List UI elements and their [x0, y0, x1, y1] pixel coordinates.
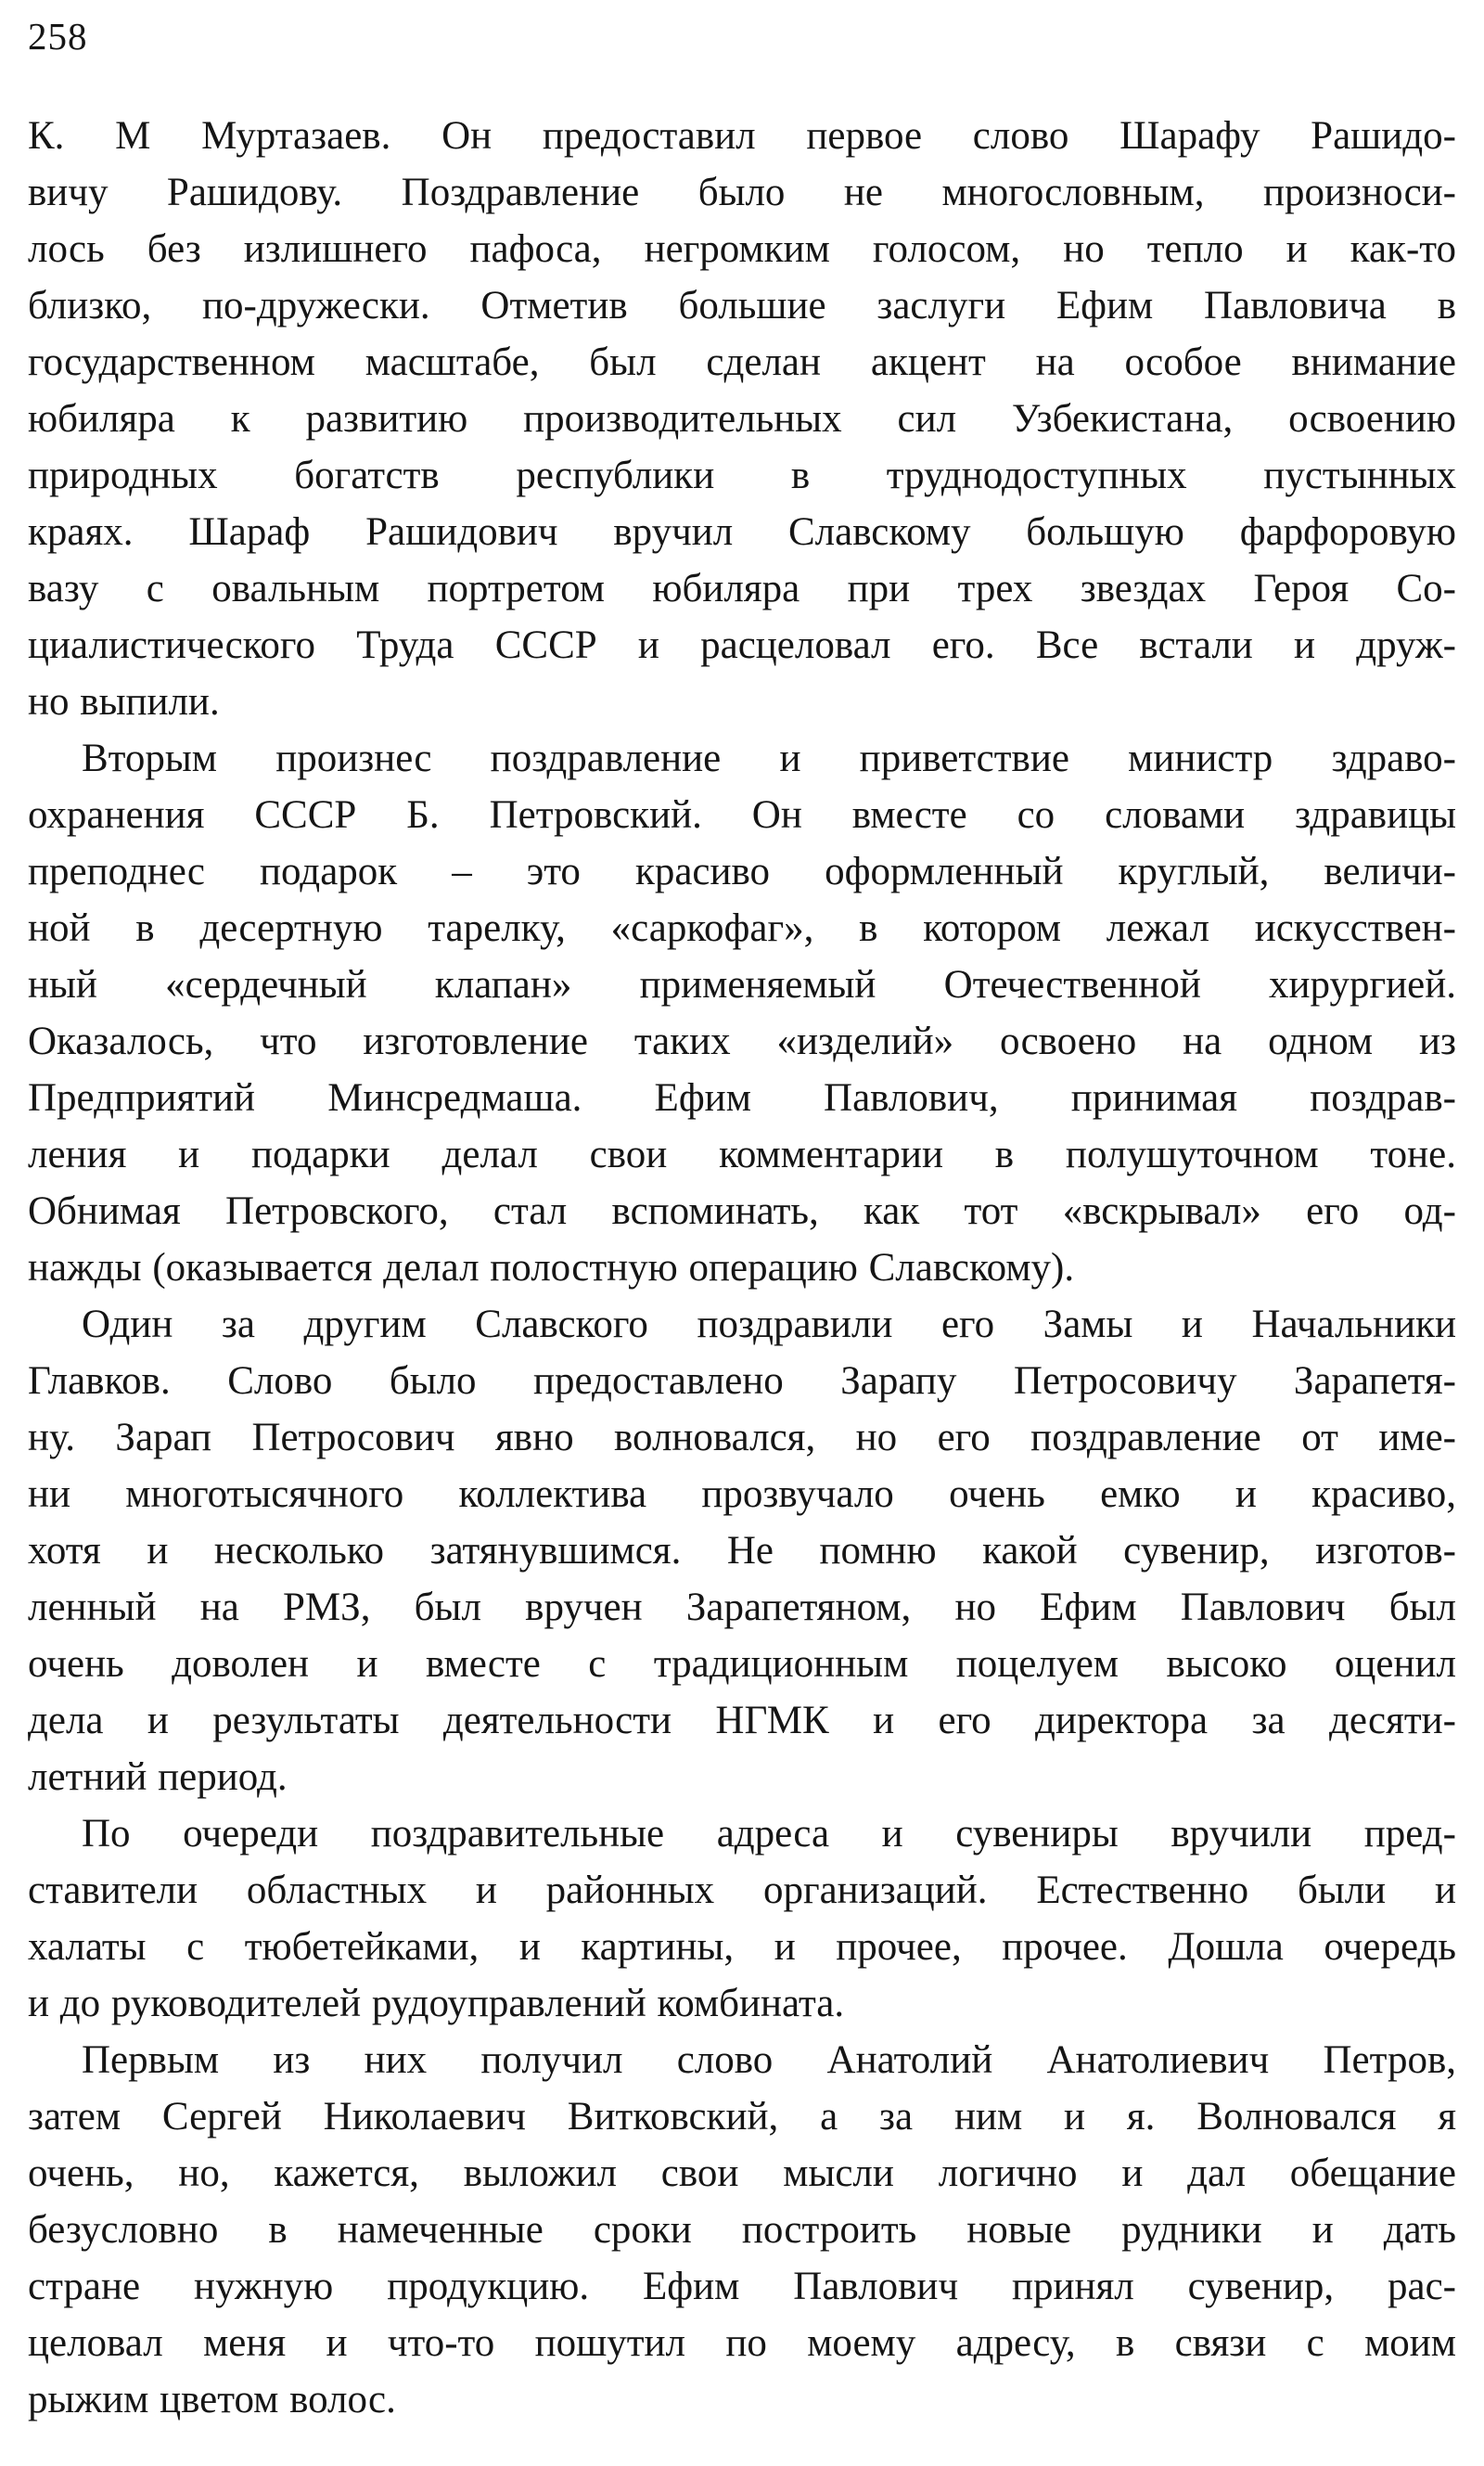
text-line: очень доволен и вместе с традиционным поцелуем высоко оценил [28, 1642, 1456, 1686]
text-line: но выпили. [28, 680, 220, 724]
text-line: ный «сердечный клапан» применяемый Отечественной хирургией. [28, 963, 1456, 1007]
paragraph [28, 1805, 1456, 2032]
text-line: вичу Рашидову. Поздравление было не многословным, произноси- [28, 171, 1456, 214]
text-line: целовал меня и что-то пошутил по моему адресу, в связи с моим [28, 2321, 1456, 2365]
text-line: Главков. Слово было предоставлено Зарапу Петросовичу Зарапетя- [28, 1359, 1456, 1403]
text-line: преподнес подарок – это красиво оформленный круглый, величи- [28, 850, 1456, 893]
page-number: 258 [28, 15, 88, 58]
page-text [28, 108, 1456, 2428]
text-line: ленный на РМЗ, был вручен Зарапетяном, но Ефим Павлович был [28, 1586, 1456, 1629]
paragraph [28, 2032, 1456, 2428]
text-line: очень, но, кажется, выложил свои мысли логично и дал обещание [28, 2151, 1456, 2195]
paragraph [28, 108, 1456, 730]
text-line: ления и подарки делал свои комментарии в полушуточном тоне. [28, 1133, 1456, 1176]
text-line: ну. Зарап Петросович явно волновался, но его поздравление от име- [28, 1416, 1456, 1459]
text-line: вазу с овальным портретом юбиляра при трех звездах Героя Со- [28, 567, 1456, 610]
text-line: природных богатств республики в труднодоступных пустынных [28, 454, 1456, 497]
text-line: и до руководителей рудоуправлений комбината. [28, 1982, 845, 2025]
text-line: близко, по-дружески. Отметив большие заслуги Ефим Павловича в [28, 284, 1456, 328]
text-line: ставители областных и районных организаций. Естественно были и [28, 1869, 1456, 1912]
text-line: нажды (оказывается делал полостную операцию Славскому). [28, 1246, 1075, 1290]
text-line: ной в десертную тарелку, «саркофаг», в котором лежал искусствен- [28, 906, 1456, 950]
text-line: рыжим цветом волос. [28, 2378, 396, 2421]
text-line: безусловно в намеченные сроки построить новые рудники и дать [28, 2208, 1456, 2252]
paragraph [28, 730, 1456, 1296]
text-line: ни многотысячного коллектива прозвучало очень емко и красиво, [28, 1472, 1456, 1516]
text-line: хотя и несколько затянувшимся. Не помню какой сувенир, изготов- [28, 1529, 1456, 1573]
text-line: Первым из них получил слово Анатолий Анатолиевич Петров, [82, 2038, 1456, 2082]
text-line: краях. Шараф Рашидович вручил Славскому большую фарфоровую [28, 510, 1456, 554]
text-line: юбиляра к развитию производительных сил Узбекистана, освоению [28, 397, 1456, 441]
text-line: халаты с тюбетейками, и картины, и прочее, прочее. Дошла очередь [28, 1925, 1456, 1969]
text-line: Оказалось, что изготовление таких «изделий» освоено на одном из [28, 1020, 1456, 1063]
text-line: лось без излишнего пафоса, негромким голосом, но тепло и как-то [28, 227, 1456, 271]
text-line: Обнимая Петровского, стал вспоминать, как тот «вскрывал» его од- [28, 1189, 1456, 1233]
text-line: охранения СССР Б. Петровский. Он вместе со словами здравицы [28, 793, 1456, 837]
text-line: Вторым произнес поздравление и приветствие министр здраво- [82, 737, 1456, 780]
text-line: По очереди поздравительные адреса и сувениры вручили пред- [82, 1812, 1456, 1856]
text-line: дела и результаты деятельности НГМК и его директора за десяти- [28, 1699, 1456, 1742]
text-line: стране нужную продукцию. Ефим Павлович принял сувенир, рас- [28, 2265, 1456, 2308]
text-line: затем Сергей Николаевич Витковский, а за ним и я. Волновался я [28, 2095, 1456, 2138]
text-line: Один за другим Славского поздравили его Замы и Начальники [82, 1303, 1456, 1346]
text-line: летний период. [28, 1755, 288, 1799]
text-line: Предприятий Минсредмаша. Ефим Павлович, принимая поздрав- [28, 1076, 1456, 1120]
text-line: государственном масштабе, был сделан акцент на особое внимание [28, 340, 1456, 384]
paragraph [28, 1296, 1456, 1805]
text-line: циалистического Труда СССР и расцеловал его. Все встали и друж- [28, 623, 1456, 667]
text-line: К. М Муртазаев. Он предоставил первое слово Шарафу Рашидо- [28, 114, 1456, 158]
